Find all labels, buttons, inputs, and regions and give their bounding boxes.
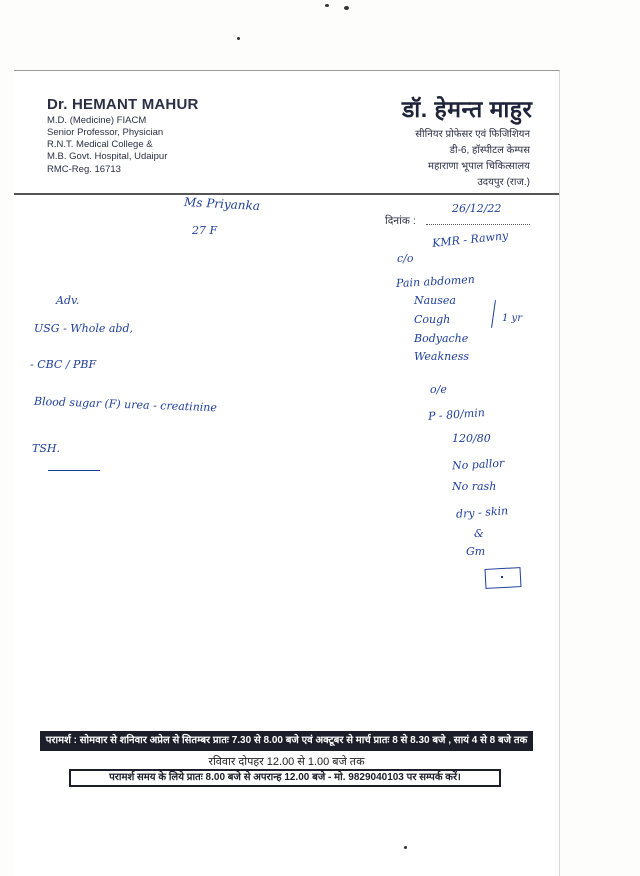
referral-note: KMR - Rawny — [431, 229, 509, 250]
advice-underline — [48, 470, 100, 471]
complaint-item: Nausea — [414, 294, 456, 307]
advice-item: USG - Whole abd, — [34, 322, 133, 335]
contact-line: परामर्श समय के लिये प्रातः 8.00 बजे से अपरान्ह 12.00 बजे - मो. 9829040103 पर सम्पर्क करें। — [69, 769, 501, 787]
qualifications: M.D. (Medicine) FIACM — [47, 115, 147, 126]
advice-item: TSH. — [32, 442, 60, 455]
complaint-item: Weakness — [414, 350, 470, 363]
pallor-finding: No pallor — [451, 456, 505, 473]
registration-number: RMC-Reg. 16713 — [47, 164, 121, 175]
hospital: M.B. Govt. Hospital, Udaipur — [47, 151, 168, 162]
date-label: दिनांक : — [385, 215, 416, 227]
sunday-hours: रविवार दोपहर 12.00 से 1.00 बजे तक — [208, 756, 365, 768]
handwritten-note: Gm — [466, 545, 486, 558]
header-divider — [14, 193, 559, 195]
ink-speck — [404, 846, 407, 849]
advice-heading: Adv. — [56, 294, 80, 307]
patient-age: 27 F — [192, 224, 218, 237]
city-hindi: उदयपुर (राज.) — [477, 177, 530, 188]
complaints-heading: c/o — [397, 252, 414, 265]
college: R.N.T. Medical College & — [47, 139, 153, 150]
pulse-reading: P - 80/min — [427, 406, 486, 423]
complaint-duration: 1 yr — [502, 313, 522, 324]
stamp-dot — [501, 576, 503, 578]
prescription-date: 26/12/22 — [452, 202, 502, 215]
address-hindi-line-1: डी-6, हॉस्पीटल केम्पस — [449, 145, 530, 156]
patient-name: Ms Priyanka — [183, 195, 261, 213]
date-dotted-line — [426, 224, 530, 225]
rash-finding: No rash — [452, 480, 497, 493]
complaint-item: Pain abdomen — [395, 272, 476, 291]
ink-speck — [325, 4, 329, 7]
advice-item: - CBC / PBF — [30, 358, 97, 371]
doctor-name-hindi: डॉ. हेमन्त माहुर — [402, 96, 533, 122]
ink-speck — [237, 37, 240, 40]
blood-pressure-reading: 120/80 — [452, 432, 491, 445]
doctor-name-english: Dr. HEMANT MAHUR — [47, 96, 199, 113]
examination-heading: o/e — [430, 383, 447, 396]
stamp-box — [485, 567, 522, 589]
ink-speck — [344, 6, 349, 10]
designation-hindi: सीनियर प्रोफेसर एवं फिजिशियन — [415, 129, 530, 140]
skin-finding: dry - skin — [455, 504, 509, 521]
address-hindi-line-2: महाराणा भूपाल चिकित्सालय — [427, 161, 530, 172]
complaint-item: Cough — [414, 313, 451, 326]
designation: Senior Professor, Physician — [47, 127, 164, 138]
advice-item: Blood sugar (F) urea - creatinine — [33, 394, 218, 415]
consultation-hours-banner: परामर्श : सोमवार से शनिवार अप्रेल से सितम्बर प्रातः 7.30 से 8.00 बजे एवं अक्टूबर से मार्च प्रातः 8 से 8.30 बजे , सायं 4 से 8 बजे तक — [40, 731, 533, 751]
complaint-item: Bodyache — [414, 332, 469, 345]
handwritten-note: & — [474, 527, 484, 540]
